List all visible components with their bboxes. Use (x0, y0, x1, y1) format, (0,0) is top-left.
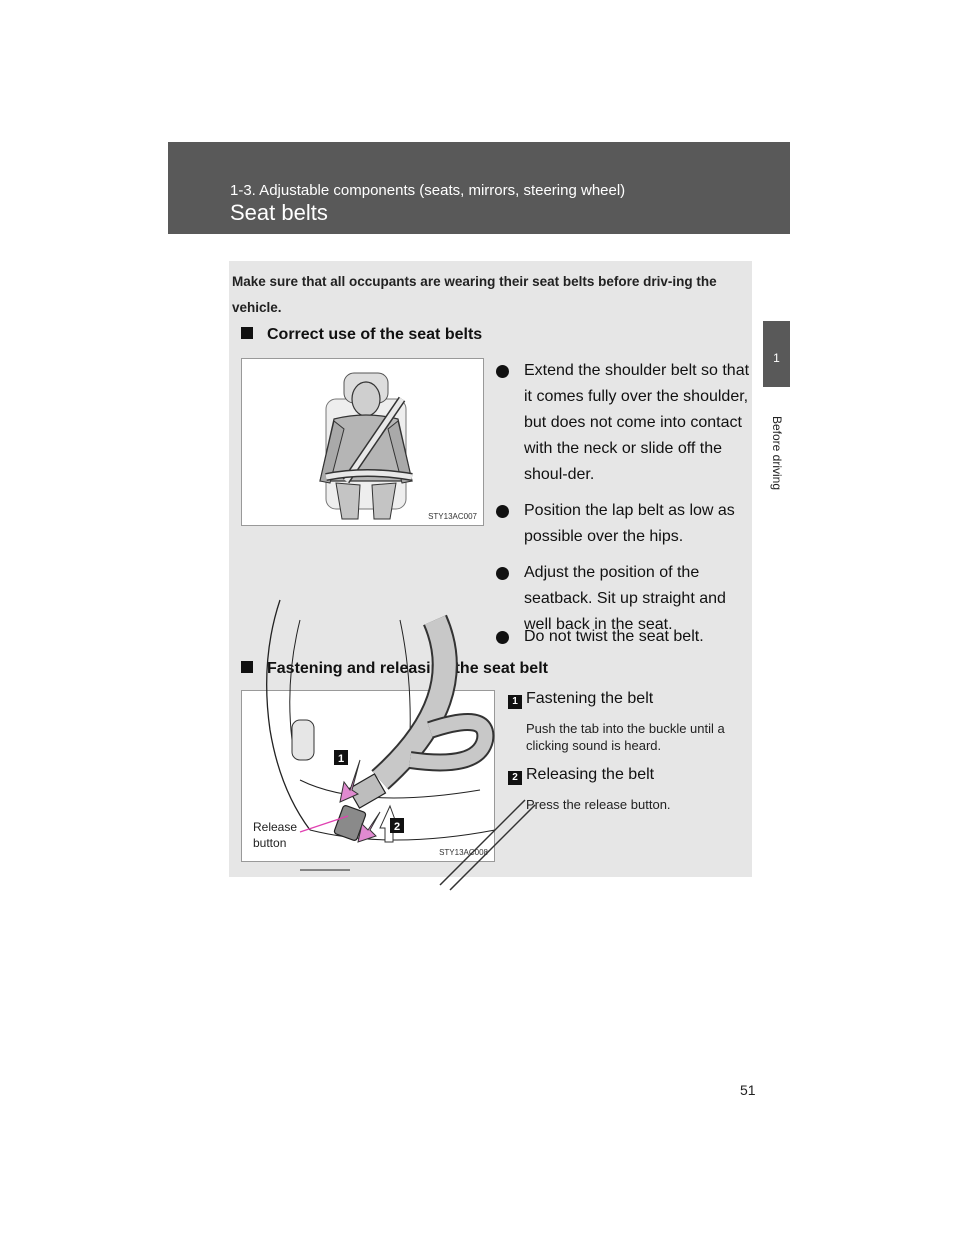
chapter-tab (763, 321, 790, 387)
step-number-badge: 1 (508, 695, 522, 709)
chapter-header (168, 142, 790, 234)
bullet-text: Position the lap belt as low as possible over the hips. (524, 502, 735, 545)
chapter-tab-label-wrap (766, 398, 788, 508)
chapter-tab-number: 1 (773, 351, 780, 365)
step-number-badge: 2 (508, 771, 522, 785)
step-fastening (508, 690, 653, 709)
figure-code: STY13AC008 (439, 848, 488, 857)
chapter-tab-label: Before driving (770, 415, 784, 491)
bullet-text: Do not twist the seat belt. (524, 628, 704, 645)
step-description: Push the tab into the buckle until a clicking sound is heard. (526, 721, 725, 753)
bullet-item (496, 498, 756, 550)
figure-seated-occupant (241, 358, 484, 526)
chapter-subtitle: 1-3. Adjustable components (seats, mirrors, steering wheel) (230, 182, 626, 199)
release-button-label: Release button (253, 820, 298, 850)
callout-1-label: 1 (337, 753, 345, 765)
page-number: 51 (740, 1082, 756, 1098)
bullet-dot-icon (496, 567, 509, 580)
callout-2-label: 2 (393, 821, 401, 833)
page-title: Seat belts (230, 200, 328, 225)
step-description: Press the release button. (526, 797, 671, 812)
square-bullet-icon (241, 327, 253, 339)
section-fastening-heading: Fastening and releasing the seat belt (267, 660, 548, 677)
section-correct-use-heading: Correct use of the seat belts (267, 326, 483, 343)
step-title: Releasing the belt (526, 766, 655, 783)
bullet-dot-icon (496, 505, 509, 518)
bullet-text: Extend the shoulder belt so that it comes fully over the shoulder, but does not come into contact with the neck or slide off the shoul-der. (524, 362, 750, 483)
step-title: Fastening the belt (526, 690, 654, 707)
figure-code: STY13AC007 (428, 512, 477, 521)
seated-occupant-illustration (242, 359, 483, 525)
bullet-text: Adjust the position of the seatback. Sit up straight and well back in the seat. (524, 564, 726, 633)
bullet-dot-icon (496, 365, 509, 378)
section-correct-use (241, 326, 482, 344)
intro-text: Make sure that all occupants are wearing their seat belts before driv-ing the vehicle. (232, 274, 717, 315)
step-releasing (508, 766, 654, 785)
buckle-illustration (240, 580, 540, 900)
bullet-item (496, 358, 756, 488)
